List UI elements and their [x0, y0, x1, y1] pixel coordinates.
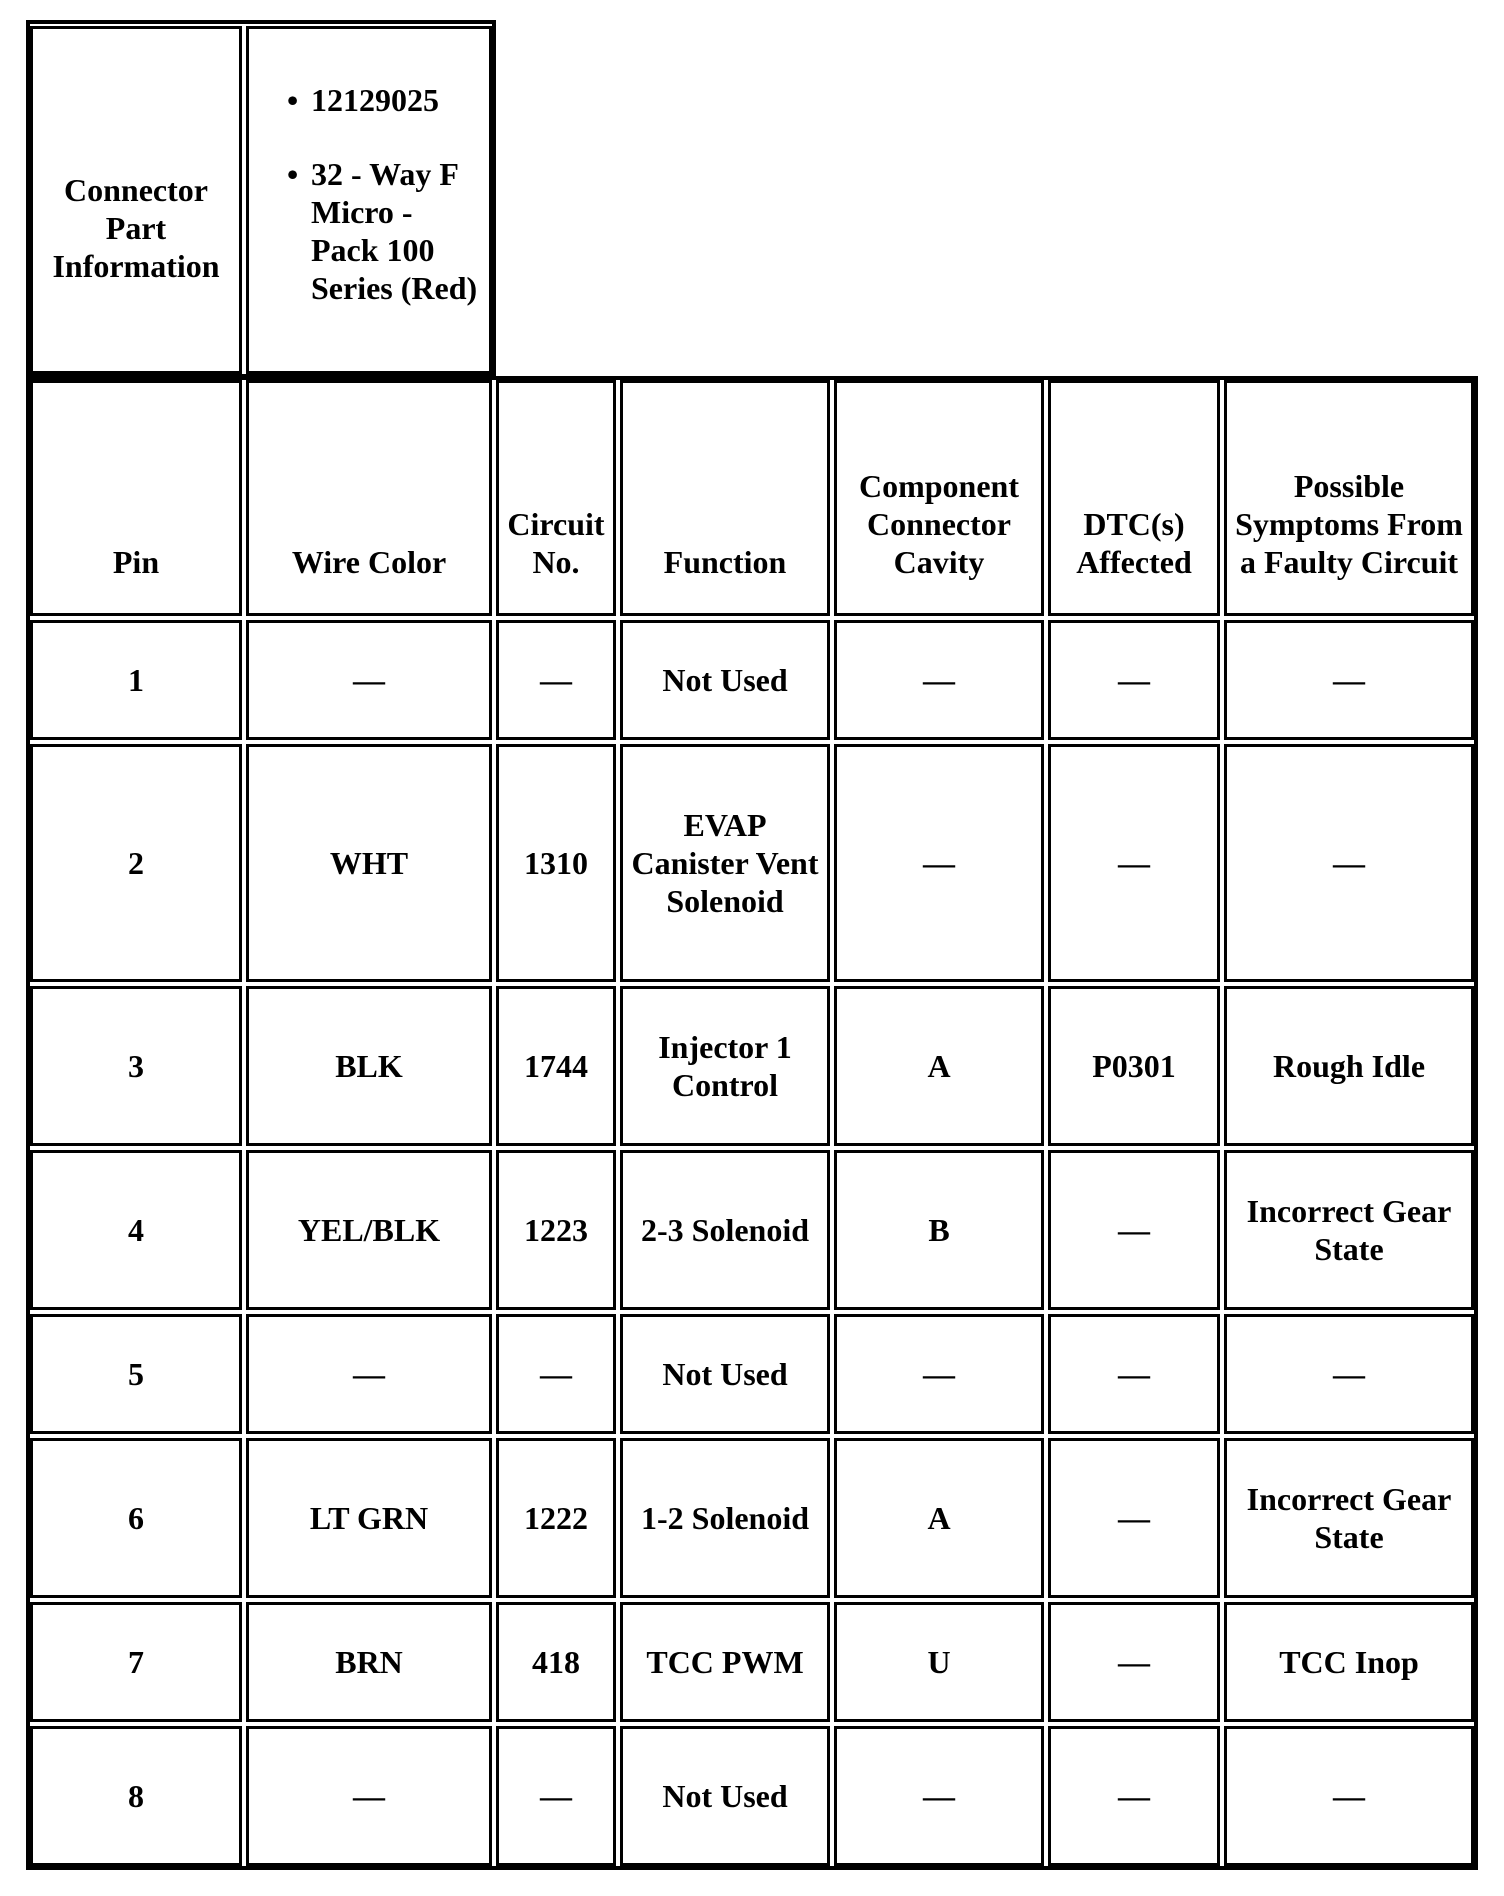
row-6-function: 1-2 Solenoid	[620, 1438, 830, 1598]
row-5-pin: 5	[30, 1314, 242, 1434]
row-3-function: Injector 1 Control	[620, 986, 830, 1146]
row-1-pin: 1	[30, 620, 242, 740]
row-8-symptoms: —	[1224, 1726, 1474, 1866]
row-2-dtc: —	[1048, 744, 1220, 982]
row-5-circuit-no: —	[496, 1314, 616, 1434]
row-2-cavity: —	[834, 744, 1044, 982]
row-6-circuit-no: 1222	[496, 1438, 616, 1598]
row-2-pin: 2	[30, 744, 242, 982]
row-6-wire-color: LT GRN	[246, 1438, 492, 1598]
row-7-pin: 7	[30, 1602, 242, 1722]
row-7-cavity: U	[834, 1602, 1044, 1722]
row-1-symptoms: —	[1224, 620, 1474, 740]
row-4-cavity: B	[834, 1150, 1044, 1310]
row-5-dtc: —	[1048, 1314, 1220, 1434]
row-7-function: TCC PWM	[620, 1602, 830, 1722]
row-5-wire-color: —	[246, 1314, 492, 1434]
row-7-circuit-no: 418	[496, 1602, 616, 1722]
row-2-function: EVAP Canister Vent Solenoid	[620, 744, 830, 982]
connector-part-label: Connector Part Information	[30, 26, 242, 374]
row-6-cavity: A	[834, 1438, 1044, 1598]
row-8-function: Not Used	[620, 1726, 830, 1866]
row-7-wire-color: BRN	[246, 1602, 492, 1722]
header-symptoms: Possible Symptoms From a Faulty Circuit	[1224, 380, 1474, 616]
row-2-wire-color: WHT	[246, 744, 492, 982]
header-function: Function	[620, 380, 830, 616]
row-4-circuit-no: 1223	[496, 1150, 616, 1310]
row-6-pin: 6	[30, 1438, 242, 1598]
row-4-wire-color: YEL/BLK	[246, 1150, 492, 1310]
row-3-circuit-no: 1744	[496, 986, 616, 1146]
row-8-cavity: —	[834, 1726, 1044, 1866]
row-3-symptoms: Rough Idle	[1224, 986, 1474, 1146]
row-3-pin: 3	[30, 986, 242, 1146]
connector-part-description: • 32 - Way F Micro - Pack 100 Series (Red)	[255, 155, 483, 307]
row-2-symptoms: —	[1224, 744, 1474, 982]
row-6-dtc: —	[1048, 1438, 1220, 1598]
connector-part-values	[246, 26, 492, 374]
row-4-pin: 4	[30, 1150, 242, 1310]
row-1-cavity: —	[834, 620, 1044, 740]
row-6-symptoms: Incorrect Gear State	[1224, 1438, 1474, 1598]
row-4-dtc: —	[1048, 1150, 1220, 1310]
row-1-circuit-no: —	[496, 620, 616, 740]
header-component-cavity: Component Connector Cavity	[834, 380, 1044, 616]
row-4-function: 2-3 Solenoid	[620, 1150, 830, 1310]
row-3-dtc: P0301	[1048, 986, 1220, 1146]
header-pin: Pin	[30, 380, 242, 616]
row-1-dtc: —	[1048, 620, 1220, 740]
row-8-circuit-no: —	[496, 1726, 616, 1866]
row-8-pin: 8	[30, 1726, 242, 1866]
row-3-wire-color: BLK	[246, 986, 492, 1146]
row-8-wire-color: —	[246, 1726, 492, 1866]
connector-part-number: • 12129025	[255, 81, 483, 119]
connector-part-list	[255, 81, 483, 307]
row-5-function: Not Used	[620, 1314, 830, 1434]
row-2-circuit-no: 1310	[496, 744, 616, 982]
header-circuit-no: Circuit No.	[496, 380, 616, 616]
row-3-cavity: A	[834, 986, 1044, 1146]
header-dtc: DTC(s) Affected	[1048, 380, 1220, 616]
row-4-symptoms: Incorrect Gear State	[1224, 1150, 1474, 1310]
row-7-dtc: —	[1048, 1602, 1220, 1722]
row-7-symptoms: TCC Inop	[1224, 1602, 1474, 1722]
row-5-cavity: —	[834, 1314, 1044, 1434]
row-1-wire-color: —	[246, 620, 492, 740]
row-1-function: Not Used	[620, 620, 830, 740]
header-wire-color: Wire Color	[246, 380, 492, 616]
row-5-symptoms: —	[1224, 1314, 1474, 1434]
row-8-dtc: —	[1048, 1726, 1220, 1866]
